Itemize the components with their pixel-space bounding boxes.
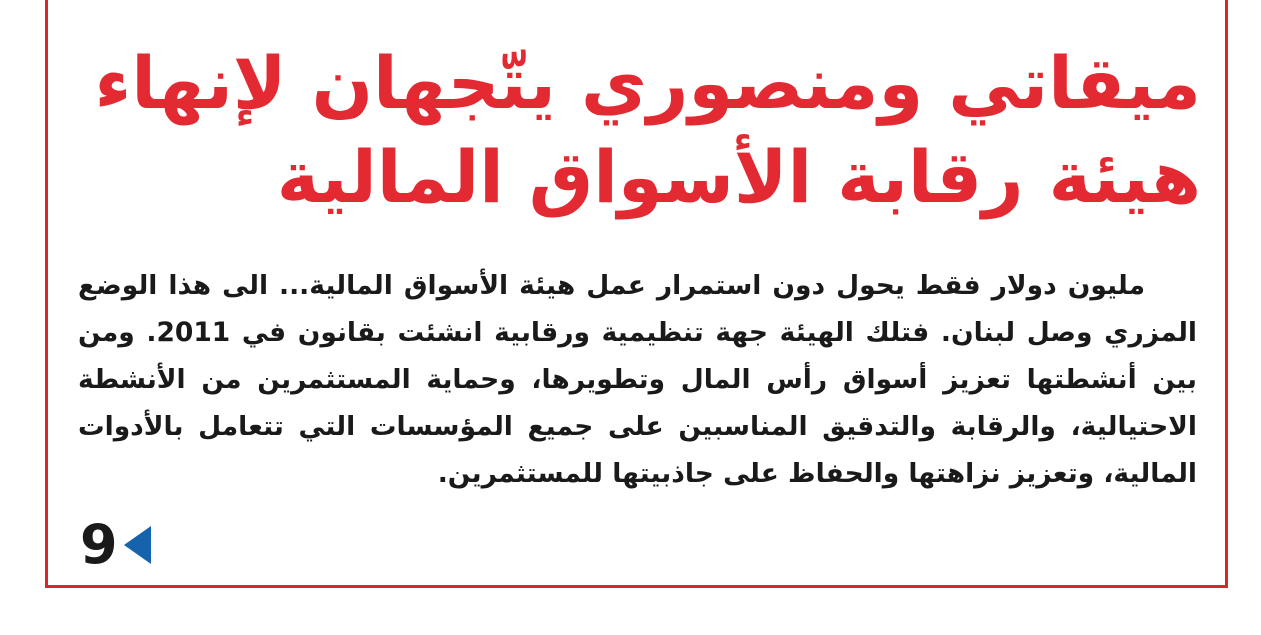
headline-line-2: هيئة رقابة الأسواق المالية [276, 135, 1201, 219]
page-number: 9 [80, 513, 118, 576]
article-body: مليون دولار فقط يحول دون استمرار عمل هيئة الأسواق المالية... الى هذا الوضع المزري وصل لبنان. فتلك الهيئة جهة تنظيمية ورقابية انشئت بقانون في 2011. ومن بين أنشطتها تعزيز أسواق رأس المال وتطويرها، وحماية المستثمرين من الأنشطة الاحتيالية، والرقابة والتدقيق المناسبين على جميع المؤسسات التي تتعامل بالأدوات المالية، وتعزيز نزاهتها والحفاظ على جاذبيتها للمستثمرين. [78, 270, 1197, 489]
page-reference[interactable] [80, 515, 151, 575]
arrow-left-icon [124, 526, 151, 564]
headline-line-1: ميقاتي ومنصوري يتّجهان لإنهاء [94, 41, 1201, 125]
headline [60, 36, 1201, 224]
